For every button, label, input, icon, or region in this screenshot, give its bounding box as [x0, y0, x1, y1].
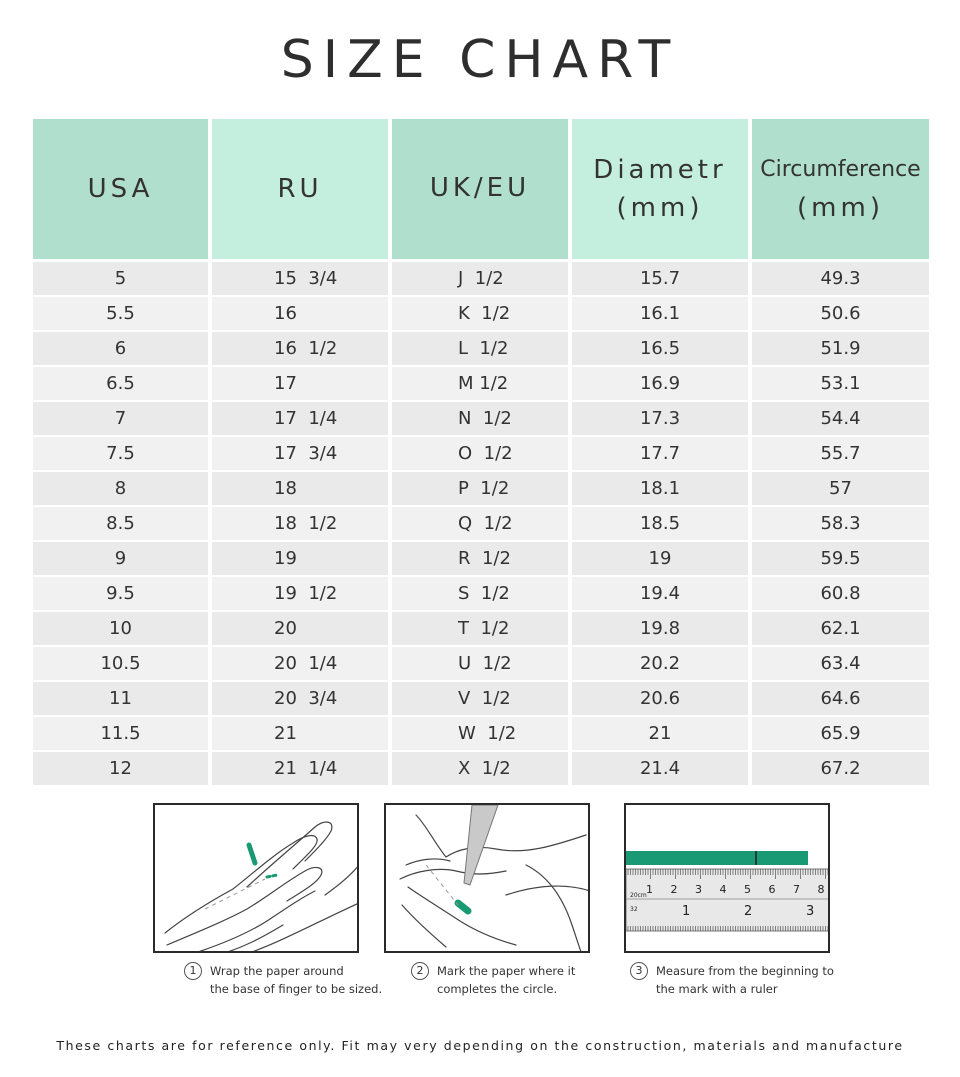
cell-value: 18.1: [639, 478, 681, 499]
table-row: [33, 577, 929, 612]
cell-ru: [212, 612, 388, 645]
cell-value: 54.4: [820, 408, 861, 429]
cell-diameter: [572, 577, 748, 610]
cell-value: 58.3: [820, 513, 861, 534]
step-3-illustration: [624, 803, 830, 953]
header-circumference: [752, 119, 929, 259]
step-2-line2: completes the circle.: [437, 982, 558, 996]
cell-value: T 1/2: [458, 618, 510, 639]
cell-value: 49.3: [820, 268, 861, 289]
step-2-line1: Mark the paper where it: [437, 964, 576, 978]
cell-usa: [33, 647, 208, 680]
cell-value: 53.1: [820, 373, 861, 394]
table-row: [33, 472, 929, 507]
ruler-top-number: 3: [695, 883, 702, 896]
cell-usa: [33, 297, 208, 330]
cell-value: 15.7: [639, 268, 681, 289]
cell-value: 9: [114, 548, 127, 569]
step-2-illustration: [384, 803, 590, 953]
cell-ru: [212, 402, 388, 435]
header-ru-label: RU: [277, 174, 323, 204]
cell-value: 65.9: [820, 723, 861, 744]
ruler-top-number: 8: [817, 883, 825, 896]
cell-ru: [212, 752, 388, 785]
cell-value: 10: [109, 618, 132, 639]
step-2-number: 2: [411, 962, 429, 980]
cell-value: 67.2: [820, 758, 861, 779]
cell-value: 9.5: [106, 583, 135, 604]
cell-uk-eu: [392, 367, 568, 400]
cell-value: 20.6: [639, 688, 681, 709]
cell-circumference: [752, 647, 929, 680]
cell-circumference: [752, 367, 929, 400]
size-table-header: [33, 119, 929, 259]
cell-ru: [212, 577, 388, 610]
cell-usa: [33, 717, 208, 750]
cell-value: 17 3/4: [274, 443, 338, 464]
ruler-bottom-unit: 32: [630, 906, 638, 913]
step-1-illustration: [153, 803, 359, 953]
cell-ru: [212, 682, 388, 715]
cell-value: 16.5: [639, 338, 681, 359]
cell-value: R 1/2: [458, 548, 511, 569]
cell-value: N 1/2: [458, 408, 512, 429]
cell-usa: [33, 332, 208, 365]
header-circumference-unit: (mm): [797, 193, 884, 223]
step-1-line2: the base of finger to be sized.: [210, 982, 383, 996]
cell-usa: [33, 577, 208, 610]
cell-circumference: [752, 682, 929, 715]
cell-usa: [33, 262, 208, 295]
cell-value: 18: [274, 478, 297, 499]
cell-value: 8.5: [106, 513, 135, 534]
cell-ru: [212, 332, 388, 365]
cell-uk-eu: [392, 507, 568, 540]
cell-value: 51.9: [820, 338, 861, 359]
cell-usa: [33, 507, 208, 540]
table-row: [33, 647, 929, 682]
table-row: [33, 367, 929, 402]
cell-diameter: [572, 647, 748, 680]
cell-diameter: [572, 612, 748, 645]
cell-value: 21 1/4: [274, 758, 338, 779]
cell-value: 16.9: [639, 373, 681, 394]
cell-value: 20: [274, 618, 297, 639]
cell-ru: [212, 507, 388, 540]
cell-value: 17 1/4: [274, 408, 338, 429]
cell-uk-eu: [392, 297, 568, 330]
cell-value: 21: [648, 723, 672, 744]
table-row: [33, 612, 929, 647]
ruler-top-number: 2: [670, 883, 678, 896]
step-3-number: 3: [630, 962, 648, 980]
cell-value: 16.1: [639, 303, 681, 324]
header-usa: [33, 119, 208, 259]
cell-value: 59.5: [820, 548, 861, 569]
ruler-top-number: 4: [719, 883, 727, 896]
cell-uk-eu: [392, 402, 568, 435]
table-row: [33, 752, 929, 787]
header-diameter: [572, 119, 748, 259]
cell-value: 20 1/4: [274, 653, 338, 674]
cell-uk-eu: [392, 472, 568, 505]
table-row: [33, 402, 929, 437]
cell-value: V 1/2: [458, 688, 511, 709]
cell-diameter: [572, 297, 748, 330]
cell-ru: [212, 647, 388, 680]
cell-circumference: [752, 472, 929, 505]
table-row: [33, 717, 929, 752]
cell-circumference: [752, 297, 929, 330]
cell-value: 11.5: [100, 723, 141, 744]
ruler-bottom-number: 3: [806, 904, 815, 919]
cell-circumference: [752, 402, 929, 435]
cell-ru: [212, 717, 388, 750]
cell-value: 18 1/2: [274, 513, 338, 534]
header-uk-eu: [392, 119, 568, 259]
cell-uk-eu: [392, 437, 568, 470]
size-table-body: [33, 262, 929, 787]
cell-value: 17.3: [639, 408, 681, 429]
step-3-line1: Measure from the beginning to: [656, 964, 834, 978]
header-usa-label: USA: [87, 174, 154, 204]
cell-value: 15 3/4: [274, 268, 338, 289]
cell-diameter: [572, 542, 748, 575]
cell-value: 63.4: [820, 653, 861, 674]
cell-value: 17.7: [639, 443, 681, 464]
cell-diameter: [572, 752, 748, 785]
ruler-top-number: 7: [793, 883, 800, 896]
cell-value: 60.8: [820, 583, 861, 604]
cell-ru: [212, 437, 388, 470]
cell-value: 19: [648, 548, 672, 569]
cell-value: P 1/2: [458, 478, 510, 499]
header-diameter-unit: (mm): [616, 193, 704, 223]
cell-value: 10.5: [100, 653, 141, 674]
cell-value: L 1/2: [458, 338, 509, 359]
cell-value: U 1/2: [458, 653, 512, 674]
cell-value: 55.7: [820, 443, 861, 464]
step-3-line2: the mark with a ruler: [656, 982, 778, 996]
cell-diameter: [572, 367, 748, 400]
cell-usa: [33, 402, 208, 435]
cell-value: S 1/2: [458, 583, 510, 604]
table-row: [33, 682, 929, 717]
header-ru: [212, 119, 388, 259]
ruler-bottom-number: 1: [682, 904, 691, 919]
ruler-top-number: 5: [744, 883, 751, 896]
cell-uk-eu: [392, 752, 568, 785]
cell-value: K 1/2: [458, 303, 511, 324]
cell-value: 6: [114, 338, 127, 359]
cell-uk-eu: [392, 332, 568, 365]
cell-uk-eu: [392, 262, 568, 295]
ruler-top-unit: 20cm: [630, 892, 647, 899]
cell-value: 21.4: [639, 758, 681, 779]
cell-value: X 1/2: [458, 758, 511, 779]
hand-wrap-icon: [155, 805, 359, 953]
cell-value: 19.4: [639, 583, 681, 604]
cell-usa: [33, 682, 208, 715]
page-title: SIZE CHART: [280, 30, 680, 90]
cell-value: 19: [274, 548, 297, 569]
cell-usa: [33, 367, 208, 400]
hand-mark-icon: [386, 805, 590, 953]
cell-value: 17: [274, 373, 297, 394]
cell-value: 5: [114, 268, 127, 289]
cell-circumference: [752, 542, 929, 575]
cell-circumference: [752, 262, 929, 295]
paper-strip: [626, 851, 808, 865]
cell-circumference: [752, 752, 929, 785]
table-row: [33, 332, 929, 367]
footer-disclaimer: These charts are for reference only. Fit may very depending on the construction, materials and manufacture: [56, 1038, 904, 1053]
table-row: [33, 297, 929, 332]
cell-uk-eu: [392, 542, 568, 575]
cell-value: 5.5: [106, 303, 135, 324]
cell-value: 19.8: [639, 618, 681, 639]
cell-uk-eu: [392, 717, 568, 750]
table-row: [33, 262, 929, 297]
step-1-line1: Wrap the paper around: [210, 964, 344, 978]
cell-value: 20.2: [639, 653, 681, 674]
cell-value: 7.5: [106, 443, 135, 464]
cell-value: 64.6: [820, 688, 861, 709]
cell-circumference: [752, 332, 929, 365]
table-row: [33, 542, 929, 577]
cell-usa: [33, 612, 208, 645]
cell-value: 57: [829, 478, 852, 499]
ruler-top-number: 1: [646, 883, 653, 896]
cell-value: 19 1/2: [274, 583, 338, 604]
header-uk-eu-label: UK/EU: [429, 173, 531, 203]
cell-circumference: [752, 717, 929, 750]
table-row: [33, 437, 929, 472]
step-1-number: 1: [184, 962, 202, 980]
cell-ru: [212, 472, 388, 505]
cell-value: M 1/2: [458, 373, 509, 394]
cell-value: O 1/2: [458, 443, 513, 464]
cell-value: 21: [274, 723, 297, 744]
cell-diameter: [572, 262, 748, 295]
header-circumference-label: Circumference: [760, 157, 921, 182]
cell-value: 7: [114, 408, 127, 429]
cell-value: 16 1/2: [274, 338, 338, 359]
cell-diameter: [572, 507, 748, 540]
cell-ru: [212, 297, 388, 330]
cell-usa: [33, 752, 208, 785]
cell-uk-eu: [392, 577, 568, 610]
cell-diameter: [572, 332, 748, 365]
ruler-bottom-number: 2: [744, 904, 753, 919]
cell-uk-eu: [392, 647, 568, 680]
cell-diameter: [572, 717, 748, 750]
cell-usa: [33, 437, 208, 470]
cell-usa: [33, 542, 208, 575]
cell-value: J 1/2: [458, 268, 504, 289]
cell-uk-eu: [392, 612, 568, 645]
cell-value: 62.1: [820, 618, 861, 639]
cell-value: 18.5: [639, 513, 681, 534]
cell-value: 16: [274, 303, 297, 324]
header-diameter-label: Diametr: [593, 155, 727, 185]
cell-ru: [212, 542, 388, 575]
cell-value: 20 3/4: [274, 688, 338, 709]
cell-value: 6.5: [106, 373, 135, 394]
cell-usa: [33, 472, 208, 505]
cell-value: Q 1/2: [458, 513, 513, 534]
cell-value: 12: [109, 758, 132, 779]
cell-circumference: [752, 437, 929, 470]
cell-uk-eu: [392, 682, 568, 715]
ruler-top-number: 6: [768, 883, 776, 896]
cell-value: 8: [114, 478, 127, 499]
ruler-icon: [626, 805, 830, 953]
cell-value: W 1/2: [458, 723, 517, 744]
cell-diameter: [572, 402, 748, 435]
cell-ru: [212, 262, 388, 295]
cell-circumference: [752, 507, 929, 540]
cell-diameter: [572, 682, 748, 715]
cell-circumference: [752, 577, 929, 610]
table-row: [33, 507, 929, 542]
cell-ru: [212, 367, 388, 400]
cell-value: 50.6: [820, 303, 861, 324]
cell-value: 11: [109, 688, 132, 709]
cell-diameter: [572, 472, 748, 505]
cell-diameter: [572, 437, 748, 470]
cell-circumference: [752, 612, 929, 645]
